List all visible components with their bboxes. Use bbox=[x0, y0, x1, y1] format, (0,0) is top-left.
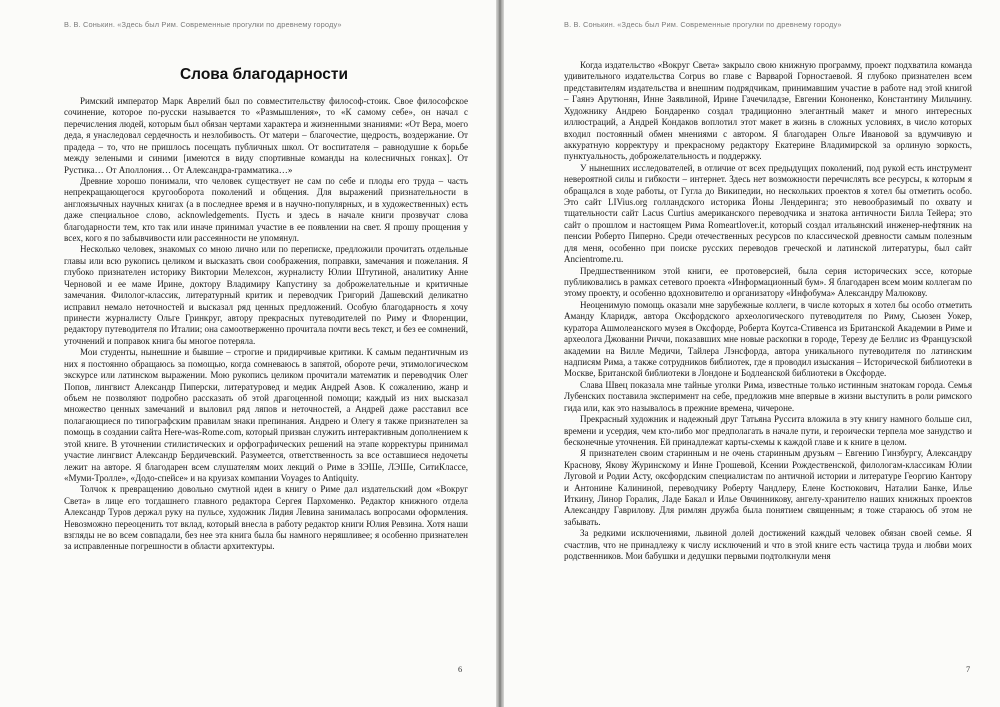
paragraph: Мои студенты, нынешние и бывшие – строгие и придирчивые критики. К самым педантичным из них я постоянно обращаюсь за помощью, когда сомневаюсь в запятой, обороте речи, этимологическом экскурсе или латинском выражении. Мою рукопись целиком прочитали математик и переводчик Олег Попов, лингвист Александр Пиперски, литературовед и медик Андрей Азов. К сожалению, жанр и объем не позволяют подробно рассказать об этой драгоценной помощи; каждый из них высказал множество ценных замечаний и выловил ряд ляпов и неточностей, а Андрей даже расставил все полагающиеся по типографским правилам знаки препинания. Андрею и Олегу я также признателен за помощь в создании сайта Here-was-Rome.com, который призван служить интерактивным дополнением к этой книге. В уточнении стилистических и орфографических решений на этапе корректуры принимал участие лингвист Александр Бердичевский. Разумеется, ответственность за все оставшиеся недочеты лежит на авторе. Я благодарен всем слушателям моих лекций о Риме в ЗЭШе, ЛЭШе, СитиКлассе, «Муми-Тролле», «Додо-спейсе» и на круизах компании Voyages to Antiquity. bbox=[64, 347, 468, 483]
paragraph: Неоценимую помощь оказали мне зарубежные коллеги, в числе которых я хотел бы особо отметить Аманду Кларидж, автора Оксфордского археологического путеводителя по Риму, Сьюзен Уокер, куратора Ашмолеанского музея в Оксфорде, Роберта Коутса-Стивенса из Британской Академии в Риме и археолога Джованни Риччи, показавших мне новые раскопки в городе, Терезу де Беллис из Французской академии на Вилле Медичи, Тайлера Лэнсфорда, автора уникального путеводителя по латинским надписям Рима, а также сотрудников библиотек, где я проводил изыскания – Исторической библиотеки в Москве, Британской библиотеки в Лондоне и Бодлеанской библиотеки в Оксфорде. bbox=[564, 299, 972, 379]
right-page bbox=[504, 0, 1000, 707]
paragraph: Несколько человек, знакомых со мною лично или по переписке, предложили прочитать отдельные главы или всю рукопись целиком и высказать свои соображения, поправки, замечания и пожелания. Я глубоко признателен историку Виктории Мелехсон, журналисту Юлии Штутиной, аналитику Анне Черновой и ее маме Ирине, доктору Владимиру Капустину за доброжелательные и критичные замечания. Филолог-классик, литературный критик и переводчик Григорий Дашевский деликатно исправил немало неточностей и высказал ряд ценных предложений. Особую благодарность я хочу принести журналисту Ольге Гринкруг, автору прекрасных путеводителей по Риму и Флоренции, редактору путеводителя по Италии; она самоотверженно прочитала почти весь текст, и без ее сомнений, уточнений и поправок книга бы многое потеряла. bbox=[64, 244, 468, 346]
page-number: 6 bbox=[458, 665, 463, 674]
paragraph: Слава Швец показала мне тайные уголки Рима, известные только истинным знатокам города. Семья Лубенских поставила эксперимент на себе, предложив мне впервые в жизни выступить в роли римского гида или, как это называлось в прежние времена, чичероне. bbox=[564, 379, 972, 413]
book-gutter bbox=[496, 0, 504, 707]
body-text bbox=[564, 60, 972, 563]
paragraph: Римский император Марк Аврелий был по совместительству философ-стоик. Свое философское сочинение, которое по-русски называется то «Размышления», то «К самому себе», он начал с перечисления людей, которым был обязан чертами характера и жизненными знаниями: «От Вера, моего деда, я унаследовал сердечность и незлобивость. От матери – благочестие, щедрость, воздержание. От прадеда – то, что не пришлось посещать публичных школ. От воспитателя – равнодушие к борьбе между зелеными и синими [имеются в виду спортивные команды на колесничных гонках]. От Рустика… От Аполлония… От Александра-грамматика…» bbox=[64, 96, 468, 175]
paragraph: Когда издательство «Вокруг Света» закрыло свою книжную программу, проект подхватила команда удивительного издательства Corpus во главе с Варварой Горностаевой. Я глубоко признателен всем представителям издательства и внешним подрядчикам, принимавшим участие в работе над этой книгой – Гаянэ Арутюнян, Инне Заявлиной, Ирине Гачечиладзе, Евгении Кононенко, Константину Мильчину. Художнику Андрею Бондаренко создал традиционно элегантный макет и много интересных иллюстраций, а Андрей Кондаков воплотил этот макет в жизнь в сложных условиях, в число которых входил постоянный обмен мнениями с автором. Я благодарен Ольге Ивановой за вдумчивую и аккуратную корректуру и прекрасному редактору Екатерине Владимирской за орлиную зоркость, пунктуальность, доброжелательность и поддержку. bbox=[564, 60, 972, 162]
paragraph: Древние хорошо понимали, что человек существует не сам по себе и плоды его труда – часть непрекращающегося кругооборота поколений и общения. Для выражений признательности в англоязычных научных книгах (а в последнее время и в научно-популярных, и в художественных) есть даже специальное слово, acknowledgements. Пусть и здесь в начале книги прозвучат слова благодарности тем, кто так или иначе принимал участие в ее появлении на свет. Я прошу прощения у всех, кого я по забывчивости или рассеянности не упомянул. bbox=[64, 175, 468, 244]
left-page bbox=[0, 0, 496, 707]
paragraph: Толчок к превращению довольно смутной идеи в книгу о Риме дал издательский дом «Вокруг Света» в лице его тогдашнего главного редактора Сергея Пархоменко. Редактор книжного отдела Александр Туров держал руку на пульсе, художник Лидия Левина занималась вопросами оформления. Невозможно переоценить тот вклад, который внесла в работу редактор книги Юлия Ревзина. Хотя наши взгляды не во всем совпадали, без нее эта книга была бы намного неряшливее; я особенно признателен за исправленные погрешности в области архитектуры. bbox=[64, 484, 468, 552]
running-header: В. В. Сонькин. «Здесь был Рим. Современные прогулки по древнему городу» bbox=[564, 20, 842, 29]
paragraph: У нынешних исследователей, в отличие от всех предыдущих поколений, под рукой есть инструмент невероятной силы и гибкости – интернет. Здесь нет возможности перечислять все ресурсы, к которым я обращался в ходе работы, от Гугла до Википедии, но нескольких проектов я хотел бы отметить особо. Это сайт LIVius.org голландского историка Йоны Лендеринга; это невообразимый по охвату и тщательности сайт Lacus Curtius американского переводчика и знатока античности Билла Тейера; это сайт о прошлом и настоящем Рима Romeartlover.it, который создал итальянский инженер-нефтяник на пенсии Роберто Пиперно. Среди отечественных ресурсов по классической древности самым полезным для меня, особенно при поиске русских переводов греческой и латинской литературы, был сайт Ancientrome.ru. bbox=[564, 162, 972, 265]
paragraph: Я признателен своим старинным и не очень старинным друзьям – Евгению Гинзбургу, Александру Краснову, Якову Журинскому и Инне Грошевой, Ксении Рождественской, филологам-классикам Юлии Луговой и Родии Асту, оксфордским специалистам по античной истории и литературе Георгию Кантору и Антонине Калининой, переводчику Роберту Чандлеру, Елене Костюкович, Наталии Банке, Илье Иткину, Линор Горалик, Ладе Бакал и Илье Овчинникову, ангелу-хранителю наших книжных проектов Александру Гаврилову. Для римлян дружба была понятием священным; я тоже стараюсь об этом не забывать. bbox=[564, 448, 972, 527]
running-header: В. В. Сонькин. «Здесь был Рим. Современные прогулки по древнему городу» bbox=[64, 20, 342, 29]
body-text bbox=[64, 96, 468, 553]
paragraph: Предшественником этой книги, ее протоверсией, была серия исторических эссе, которые публиковались в рамках сетевого проекта «Информационный бум». Я благодарен всем моим коллегам по этому проекту, и особенно вдохновителю и организатору «Инфобума» Александру Малюкову. bbox=[564, 265, 972, 299]
page-number: 7 bbox=[966, 665, 971, 674]
chapter-title: Слова благодарности bbox=[179, 66, 349, 83]
paragraph: За редкими исключениями, львиной долей достижений каждый человек обязан своей семье. Я счастлив, что не принадлежу к числу исключений и что в этой книге есть частица труда и любви моих родственников. Мои бабушки и дедушки первыми подтолкнули меня bbox=[564, 528, 972, 562]
paragraph: Прекрасный художник и надежный друг Татьяна Руссита вложила в эту книгу намного больше сил, времени и усердия, чем кто-либо мог предполагать в начале пути, и героически терпела мое занудство и бесконечные уточнения. Ей принадлежат карты-схемы к каждой главе и к книге в целом. bbox=[564, 414, 972, 447]
